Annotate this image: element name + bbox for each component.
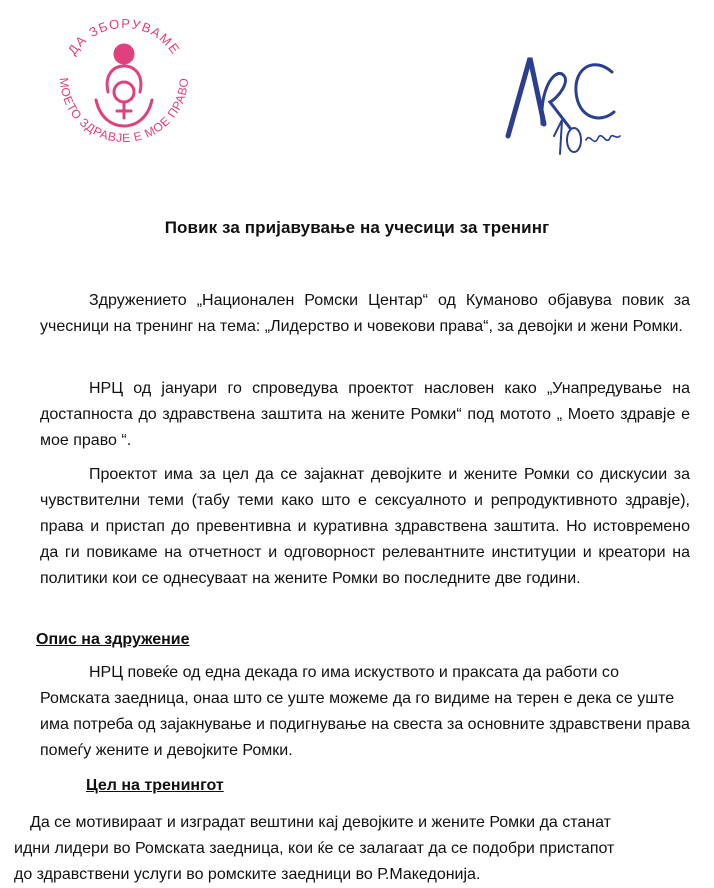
description-heading: Опис на здружение <box>36 631 190 648</box>
training-goal-heading: Цел на тренингот <box>86 777 224 794</box>
svg-text:МОЕТО ЗДРАВЈЕ Е МОЕ ПРАВО: МОЕТО ЗДРАВЈЕ Е МОЕ ПРАВО <box>56 77 192 146</box>
page-title: Повик за пријавување на учесици за тренинг <box>164 218 550 237</box>
goal-paragraph: Проектот има за цел да се зајакнат девојките и жените Ромки со дискусии за чувствителни теми (табу теми како што е сексуалното и репродуктивното здравје), права и пристап до превентивна и куративна здравствена заштита. Но истовремено да ги повикаме на отчетност и одговорност релевантните институции и креатори на политики кои се однесуваат на жените Ромки во последните две години. <box>40 466 690 587</box>
campaign-logo <box>38 8 210 164</box>
project-paragraph: НРЦ од јануари го спроведува проектот насловен како „Унапредување на достапноста до здравствена заштита на жените Ромки“ под мотото „ Моето здравје е мое право “. <box>40 380 690 449</box>
training-goal-line: до здравствени услуги во ромските заедници во Р.Македонија. <box>14 866 481 883</box>
nrc-10-years-icon <box>508 58 620 154</box>
intro-paragraph: Здружението „Национален Ромски Центар“ од Куманово објавува повик за учесници на тренинг на тема: „Лидерство и човекови права“, за девојки и жени Ромки. <box>40 292 690 335</box>
woman-figure-icon <box>96 45 152 126</box>
svg-text:ДА ЗБОРУВАМЕ: ДА ЗБОРУВАМЕ <box>64 15 184 58</box>
training-goal-line: Да се мотивираат и изградат вештини кај девојките и жените Ромки да станат <box>30 814 611 831</box>
description-paragraph: НРЦ повеќе од една декада го има искуството и праксата да работи со Ромската заедница, онаа што се уште можеме да го видиме на терен е дека се уште има потреба од зајакнување и подигнување на свеста за основните здравствени права помеѓу жените и девојките Ромки. <box>40 664 690 759</box>
nrc-logo <box>496 28 626 170</box>
training-goal-line: идни лидери во Ромската заедница, кои ќе се залагаат да се подобри пристапот <box>14 840 615 857</box>
